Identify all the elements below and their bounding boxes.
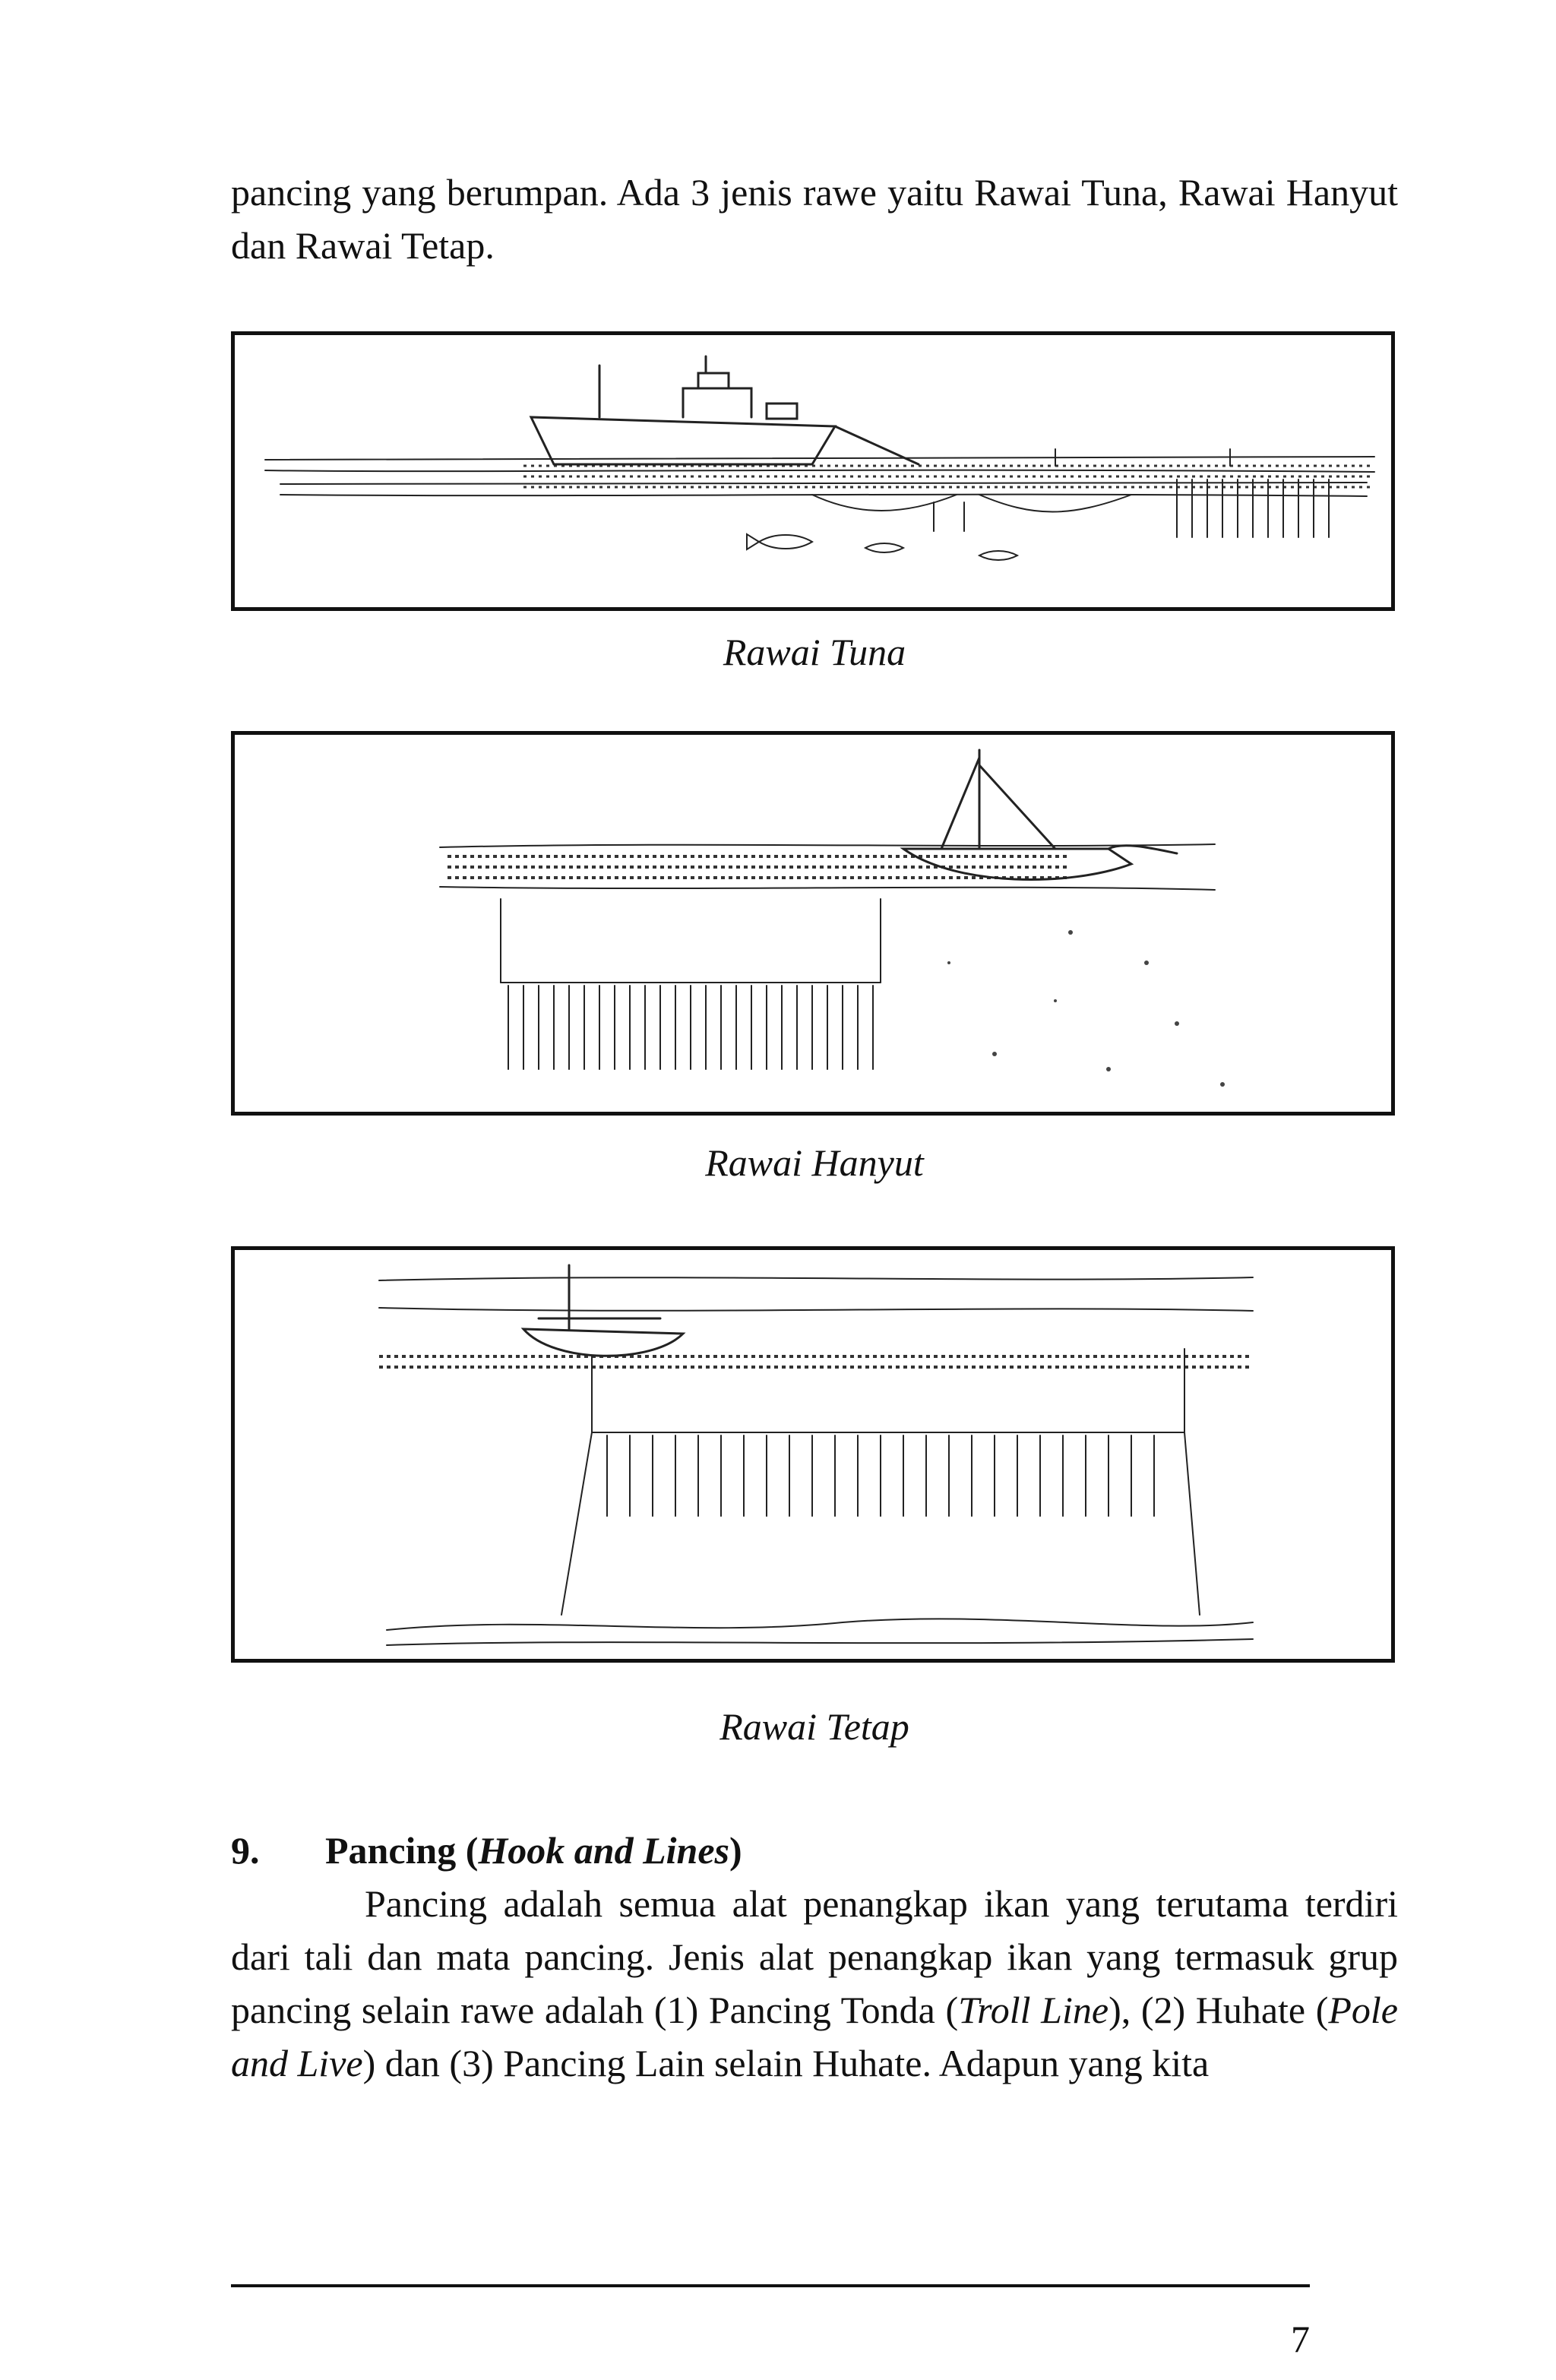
figure-rawai-tuna	[231, 331, 1395, 611]
section-title-prefix: Pancing (	[325, 1829, 479, 1872]
paragraph-part-2: ), (2) Huhate (	[1108, 1989, 1329, 2031]
figure-caption-rawai-hanyut: Rawai Hanyut	[705, 1141, 924, 1184]
rawai-hanyut-illustration	[235, 735, 1391, 1112]
paragraph-part-3: ) dan (3) Pancing Lain selain Huhate. Adapun yang kita	[362, 2042, 1210, 2084]
figure-rawai-hanyut	[231, 731, 1395, 1116]
figure-caption-rawai-tetap: Rawai Tetap	[719, 1705, 909, 1748]
page-number: 7	[1291, 2318, 1310, 2360]
section-paragraph	[231, 1877, 1398, 2090]
paragraph-italic-2: Pole and Live	[231, 1989, 1399, 2084]
footer-divider	[231, 2284, 1310, 2287]
section-title-suffix: )	[729, 1829, 742, 1872]
section-heading	[231, 1824, 742, 1877]
figure-caption-rawai-tuna: Rawai Tuna	[723, 631, 906, 673]
figure-rawai-tetap	[231, 1246, 1395, 1663]
rawai-tetap-illustration	[235, 1250, 1391, 1659]
paragraph-part-1: Pancing adalah semua alat penangkap ikan yang terutama terdiri dari tali dan mata pancing. Jenis alat penangkap ikan yang termasuk grup pancing selain rawe adalah (1) Pancing Tonda (	[231, 1882, 1398, 2031]
rawai-tuna-illustration	[235, 335, 1391, 607]
section-number: 9.	[231, 1829, 260, 1872]
section-title-italic: Hook and Lines	[478, 1829, 729, 1872]
intro-paragraph: pancing yang berumpan. Ada 3 jenis rawe yaitu Rawai Tuna, Rawai Hanyut dan Rawai Tetap.	[231, 171, 1398, 267]
paragraph-italic-1: Troll Line	[958, 1989, 1109, 2031]
